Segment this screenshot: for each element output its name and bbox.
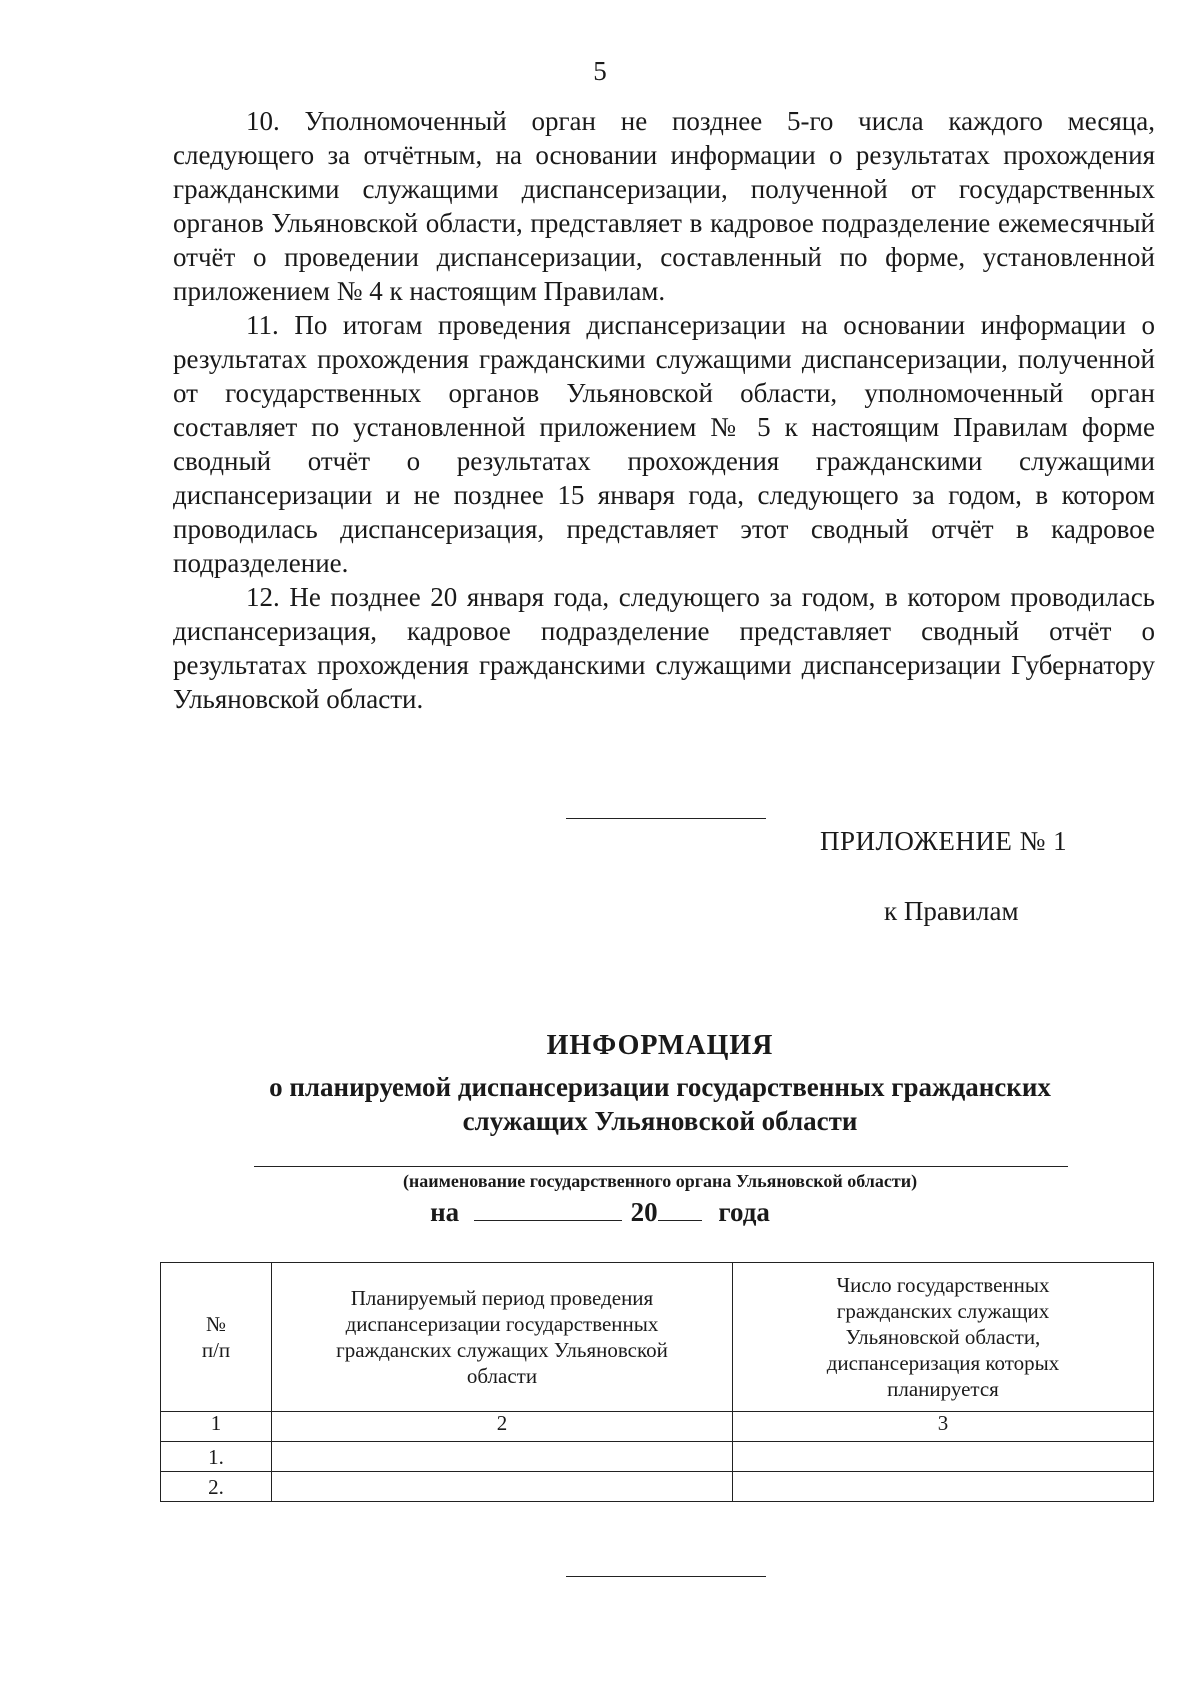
column-number-1: 1 <box>161 1412 272 1442</box>
row-number-cell: 1. <box>161 1442 272 1472</box>
table-column-numbers-row <box>161 1412 1154 1442</box>
page-number: 5 <box>593 56 607 86</box>
row-period-cell <box>272 1472 733 1502</box>
paragraph-12: 12. Не позднее 20 января года, следующего за годом, в котором проводилась диспансеризация, кадровое подразделение представляет сводный отчёт о результатах прохождения гражданскими служащими диспансеризации Губернатору Ульяновской области. <box>173 582 1155 714</box>
row-period-cell <box>272 1442 733 1472</box>
period-year-blank <box>658 1194 702 1221</box>
header-cell-number <box>161 1263 272 1412</box>
appendix-title: ПРИЛОЖЕНИЕ № 1 <box>820 826 1068 856</box>
header-cell-count <box>733 1263 1154 1412</box>
org-name-blank-line <box>254 1166 1068 1167</box>
row-number-cell: 2. <box>161 1472 272 1502</box>
body-text <box>173 104 1155 716</box>
row-count-cell <box>733 1472 1154 1502</box>
table-row <box>161 1472 1154 1502</box>
header-count-text: Число государственных гражданских служащих Ульяновской области, диспансеризация которых планируется <box>826 1273 1060 1401</box>
column-number-3: 3 <box>733 1412 1154 1442</box>
period-blank <box>474 1194 622 1221</box>
period-suffix: года <box>718 1197 770 1227</box>
period-year-prefix: 20 <box>630 1197 658 1227</box>
form-subtitle-line-2: служащих Ульяновской области <box>462 1106 858 1136</box>
table-row <box>161 1442 1154 1472</box>
column-number-2: 2 <box>272 1412 733 1442</box>
period-line <box>0 1194 1200 1228</box>
form-subtitle-line-1: о планируемой диспансеризации государственных гражданских <box>269 1072 1051 1102</box>
paragraph-10: 10. Уполномоченный орган не позднее 5-го числа каждого месяца, следующего за отчётным, на основании информации о результатах прохождения гражданскими служащими диспансеризации, полученной от государственных органов Ульяновской области, представляет в кадровое подразделение ежемесячный отчёт о проведении диспансеризации, составленный по форме, установленной приложением № 4 к настоящим Правилам. <box>173 106 1155 306</box>
org-name-caption: (наименование государственного органа Ульяновской области) <box>402 1171 918 1191</box>
table-header-row <box>161 1263 1154 1412</box>
paragraph-11: 11. По итогам проведения диспансеризации на основании информации о результатах прохождения гражданскими служащими диспансеризации, полученной от государственных органов Ульяновской области, уполномоченный орган составляет по установленной приложением № 5 к настоящим Правилам форме сводный отчёт о результатах прохождения гражданскими служащими диспансеризации и не позднее 15 января года, следующего за годом, в котором проводилась диспансеризация, представляет этот сводный отчёт в кадровое подразделение. <box>173 310 1155 578</box>
section-separator-top <box>566 818 766 819</box>
row-count-cell <box>733 1442 1154 1472</box>
header-cell-period <box>272 1263 733 1412</box>
planning-table <box>160 1262 1154 1502</box>
section-separator-bottom <box>566 1576 766 1577</box>
period-prefix: на <box>430 1197 460 1227</box>
form-subtitle <box>200 1070 1120 1138</box>
header-number-text: № п/п <box>201 1312 231 1362</box>
appendix-subtitle: к Правилам <box>884 896 1019 926</box>
header-period-text: Планируемый период проведения диспансеризации государственных гражданских служащих Ульяновской области <box>336 1286 668 1388</box>
form-title: ИНФОРМАЦИЯ <box>546 1030 774 1061</box>
